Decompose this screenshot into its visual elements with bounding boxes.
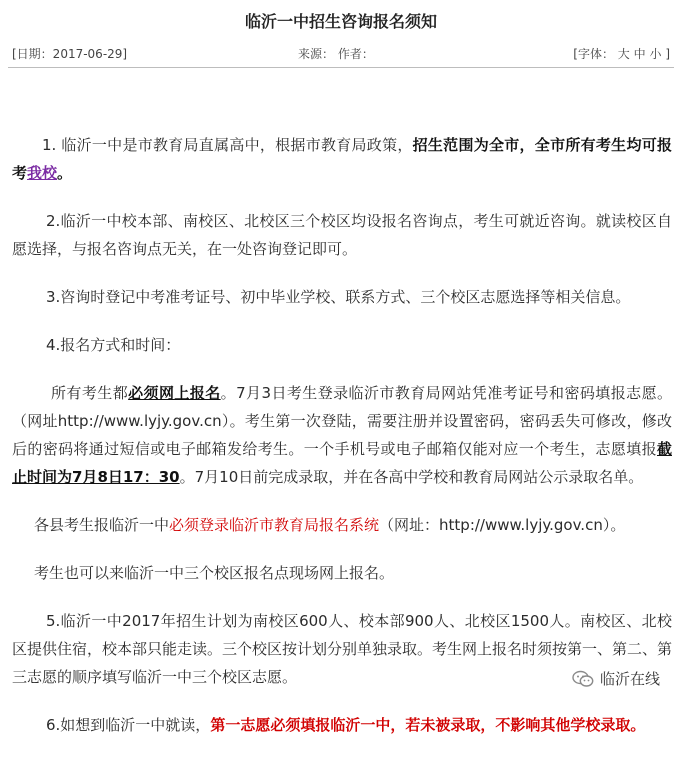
paragraph-1-bold: 招生范围为全市，全市所有考生均可报考 [12,136,672,182]
paragraph-8-text: 5.临沂一中2017年招生计划为南校区600人、校本部900人、北校区1500人。南校区、北校区提供住宿，校本部只能走读。三个校区按计划分别单独录取。考生网上报名时须按第一、第二、第三志愿的顺序填写临沂一中三个校区志愿。 [12,612,673,686]
paragraph-9-red-bold: 第一志愿必须填报临沂一中，若未被录取，不影响其他学校录取。 [210,716,646,734]
our-school-link[interactable]: 我校 [27,164,58,182]
watermark [568,666,664,691]
watermark-text: 临沂在线 [599,670,660,688]
paragraph-2-text: 2.临沂一中校本部、南校区、北校区三个校区均设报名咨询点，考生可就近咨询。就读校区自愿选择，与报名咨询点无关，在一处咨询登记即可。 [12,212,672,258]
paragraph-5-must-online: 必须网上报名 [128,384,221,402]
article-meta-bar [8,43,674,63]
article-body [12,131,672,759]
publish-date: [日期：2017-06-29] [12,47,128,61]
paragraph-3 [12,283,672,311]
paragraph-6-text-c: （网址：http://www.lyjy.gov.cn）。 [379,516,626,534]
font-size-switcher [573,45,670,62]
paragraph-1-end: 。 [57,164,73,182]
paragraph-7 [12,559,672,587]
paragraph-1-text: 1. 临沂一中是市教育局直属高中，根据市教育局政策， [42,136,413,154]
font-medium-button[interactable]: 中 [633,47,646,61]
paragraph-6-red-text: 必须登录临沂市教育局报名系统 [169,516,380,534]
paragraph-5-deadline: 截止时间为7月8日17：30 [12,440,672,486]
paragraph-9 [12,711,672,739]
font-large-button[interactable]: 大 [617,47,630,61]
font-size-label: [字体： [573,47,614,61]
wechat-icon [572,670,594,688]
source-author: 来源： 作者： [298,47,374,61]
paragraph-4 [12,331,672,359]
paragraph-5 [12,379,672,491]
paragraph-5-text-e: 。7月10日前完成录取，并在各高中学校和教育局网站公示录取名单。 [179,468,644,486]
paragraph-2 [12,207,672,263]
paragraph-6 [12,511,672,539]
font-size-bracket: ] [665,47,670,61]
paragraph-3-text: 3.咨询时登记中考准考证号、初中毕业学校、联系方式、三个校区志愿选择等相关信息。 [46,288,631,306]
paragraph-6-text-a: 各县考生报临沂一中 [34,516,170,534]
paragraph-5-text-a: 所有考生都 [51,384,129,402]
header-divider [8,67,674,68]
paragraph-5-text-c: 。7月3日考生登录临沂市教育局网站凭准考证号和密码填报志愿。（网址http://www.lyjy.gov.cn）。考生第一次登陆，需要注册并设置密码，密码丢失可修改，修改后的密码将通过短信或电子邮箱发给考生。一个手机号或电子邮箱仅能对应一个考生，志愿填报 [12,384,672,458]
font-small-button[interactable]: 小 [649,47,662,61]
page-title: 临沂一中招生咨询报名须知 [244,12,437,31]
paragraph-9-text-a: 6.如想到临沂一中就读， [46,716,211,734]
paragraph-7-text: 考生也可以来临沂一中三个校区报名点现场网上报名。 [34,564,395,582]
paragraph-1 [12,131,672,187]
paragraph-4-text: 4.报名方式和时间： [46,336,181,354]
